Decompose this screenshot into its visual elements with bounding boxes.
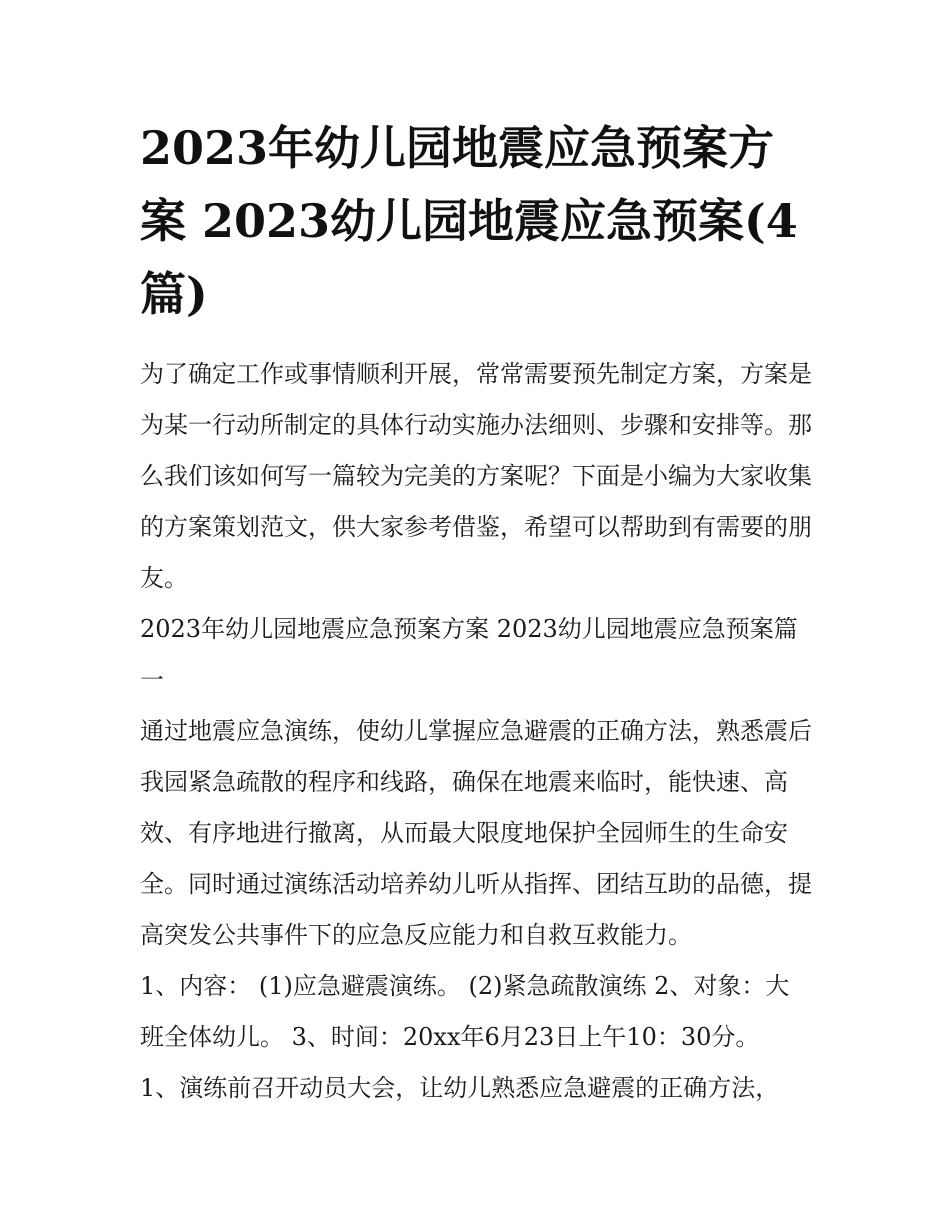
document-title: 2023年幼儿园地震应急预案方案 2023幼儿园地震应急预案(4篇) bbox=[140, 121, 798, 321]
details-paragraph: 1、内容： (1)应急避震演练。 (2)紧急疏散演练 2、对象：大班全体幼儿。 3、时间：20xx年6月23日上午10：30分。 bbox=[140, 972, 790, 1051]
step-one-paragraph: 1、演练前召开动员大会，让幼儿熟悉应急避震的正确方法， bbox=[140, 1074, 780, 1102]
purpose-paragraph: 通过地震应急演练，使幼儿掌握应急避震的正确方法，熟悉震后我园紧急疏散的程序和线路，确保在地震来临时，能快速、高效、有序地进行撤离，从而最大限度地保护全园师生的生命安全。同时通过演练活动培养幼儿听从指挥、团结互助的品德，提高突发公共事件下的应急反应能力和自救互救能力。 bbox=[140, 717, 812, 949]
document-page bbox=[140, 112, 812, 1114]
section-heading: 2023年幼儿园地震应急预案方案 2023幼儿园地震应急预案篇一 bbox=[140, 615, 798, 694]
intro-paragraph: 为了确定工作或事情顺利开展，常常需要预先制定方案，方案是为某一行动所制定的具体行动实施办法细则、步骤和安排等。那么我们该如何写一篇较为完美的方案呢？下面是小编为大家收集的方案策划范文，供大家参考借鉴，希望可以帮助到有需要的朋友。 bbox=[140, 360, 812, 592]
